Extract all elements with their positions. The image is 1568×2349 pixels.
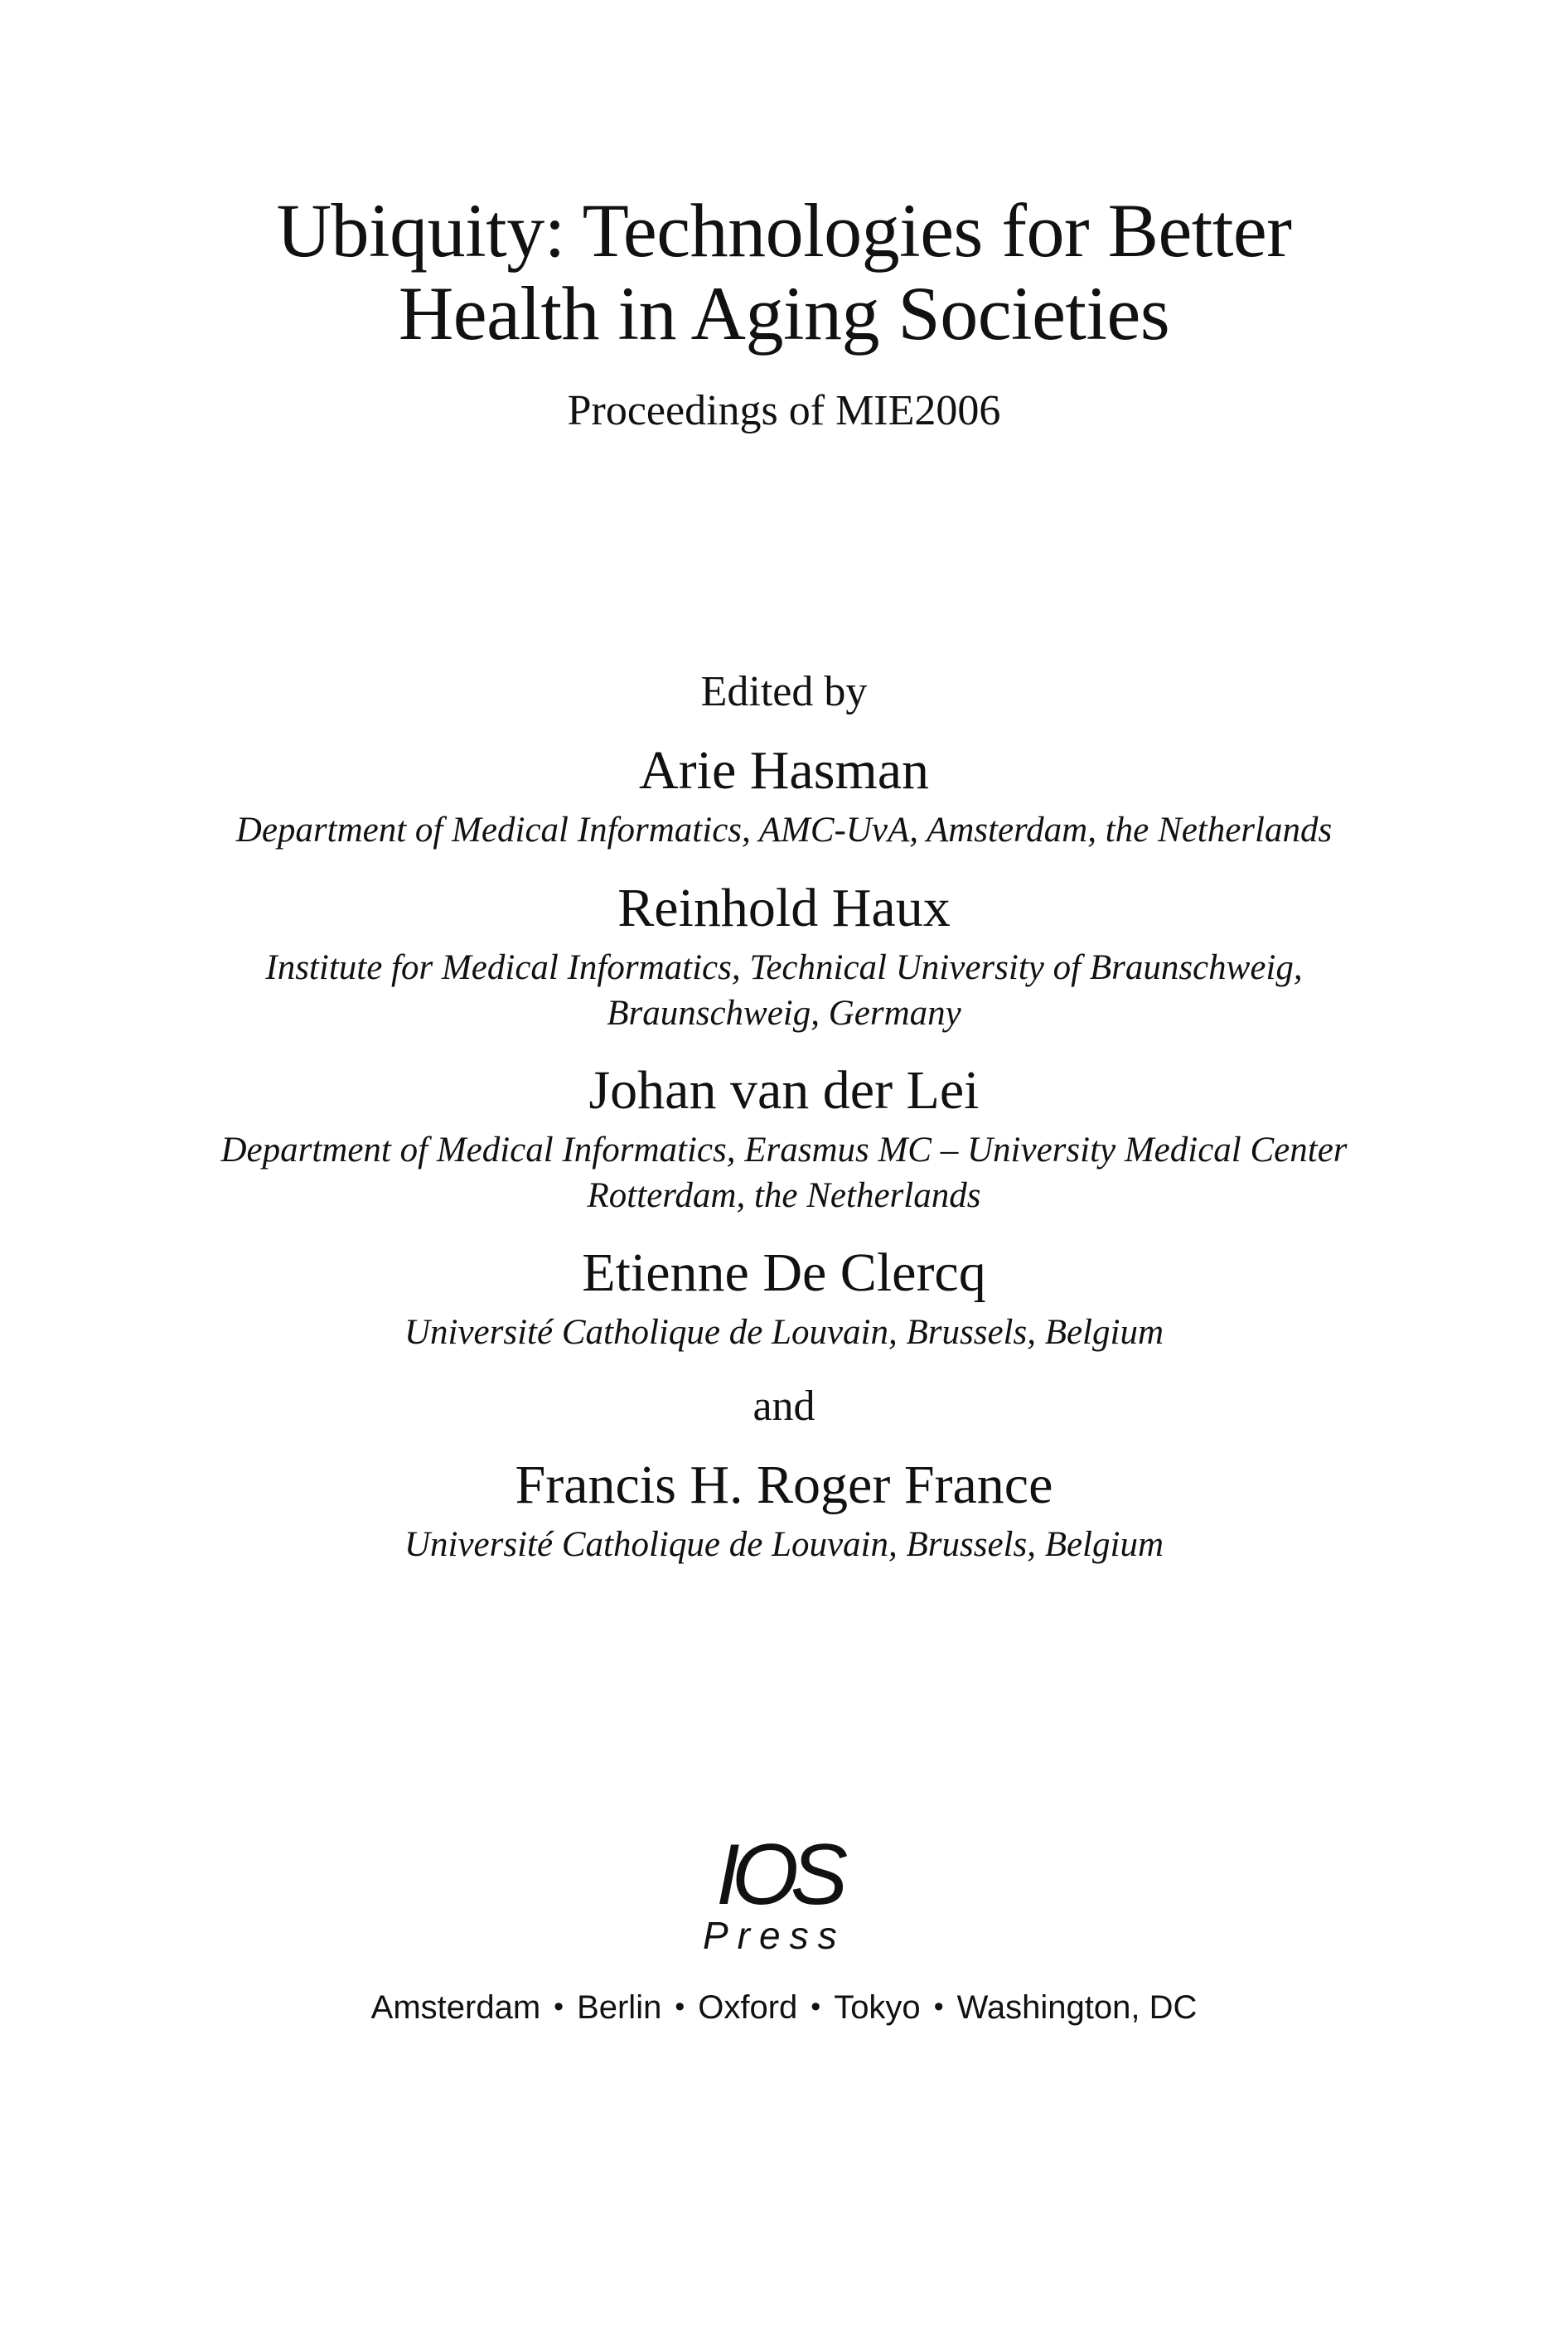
city: Tokyo	[834, 1989, 921, 2026]
edited-by-label: Edited by	[700, 668, 868, 715]
editor-affiliation: Department of Medical Informatics, Erasmus MC – University Medical Center	[220, 1131, 1348, 1170]
editor-affiliation: Department of Medical Informatics, AMC-UvA, Amsterdam, the Netherlands	[235, 811, 1333, 850]
editor-affiliation: Université Catholique de Louvain, Brussels, Belgium	[404, 1525, 1164, 1564]
editor-name: Reinhold Haux	[617, 878, 951, 938]
editor-name: Arie Hasman	[638, 740, 930, 801]
bullet-separator: •	[811, 1991, 821, 2022]
book-subtitle: Proceedings of MIE2006	[567, 387, 1001, 434]
bullet-separator: •	[933, 1991, 944, 2022]
logo-press-text: Press	[703, 1914, 846, 1957]
logo-ios-text: IOS	[716, 1827, 840, 1923]
editor-affiliation: Rotterdam, the Netherlands	[587, 1176, 981, 1215]
editor-name: Etienne De Clercq	[582, 1242, 986, 1303]
and-conjunction: and	[753, 1383, 815, 1430]
editor-affiliation: Braunschweig, Germany	[607, 994, 961, 1033]
book-title	[0, 189, 1568, 355]
city: Berlin	[577, 1989, 662, 2026]
editor-affiliation: Institute for Medical Informatics, Technical University of Braunschweig,	[265, 948, 1303, 987]
bullet-separator: •	[554, 1991, 564, 2022]
bullet-separator: •	[675, 1991, 685, 2022]
city: Amsterdam	[370, 1989, 541, 2026]
ios-press-logo	[701, 1827, 867, 1957]
editor-name: Francis H. Roger France	[515, 1455, 1053, 1515]
city: Washington, DC	[956, 1989, 1198, 2026]
editor-affiliation: Université Catholique de Louvain, Brussels, Belgium	[404, 1313, 1164, 1352]
city: Oxford	[698, 1989, 798, 2026]
editor-name: Johan van der Lei	[588, 1060, 980, 1121]
publisher-cities	[0, 1986, 1568, 2028]
book-title-line-2: Health in Aging Societies	[398, 271, 1170, 356]
book-title-line-1: Ubiquity: Technologies for Better	[276, 188, 1292, 273]
